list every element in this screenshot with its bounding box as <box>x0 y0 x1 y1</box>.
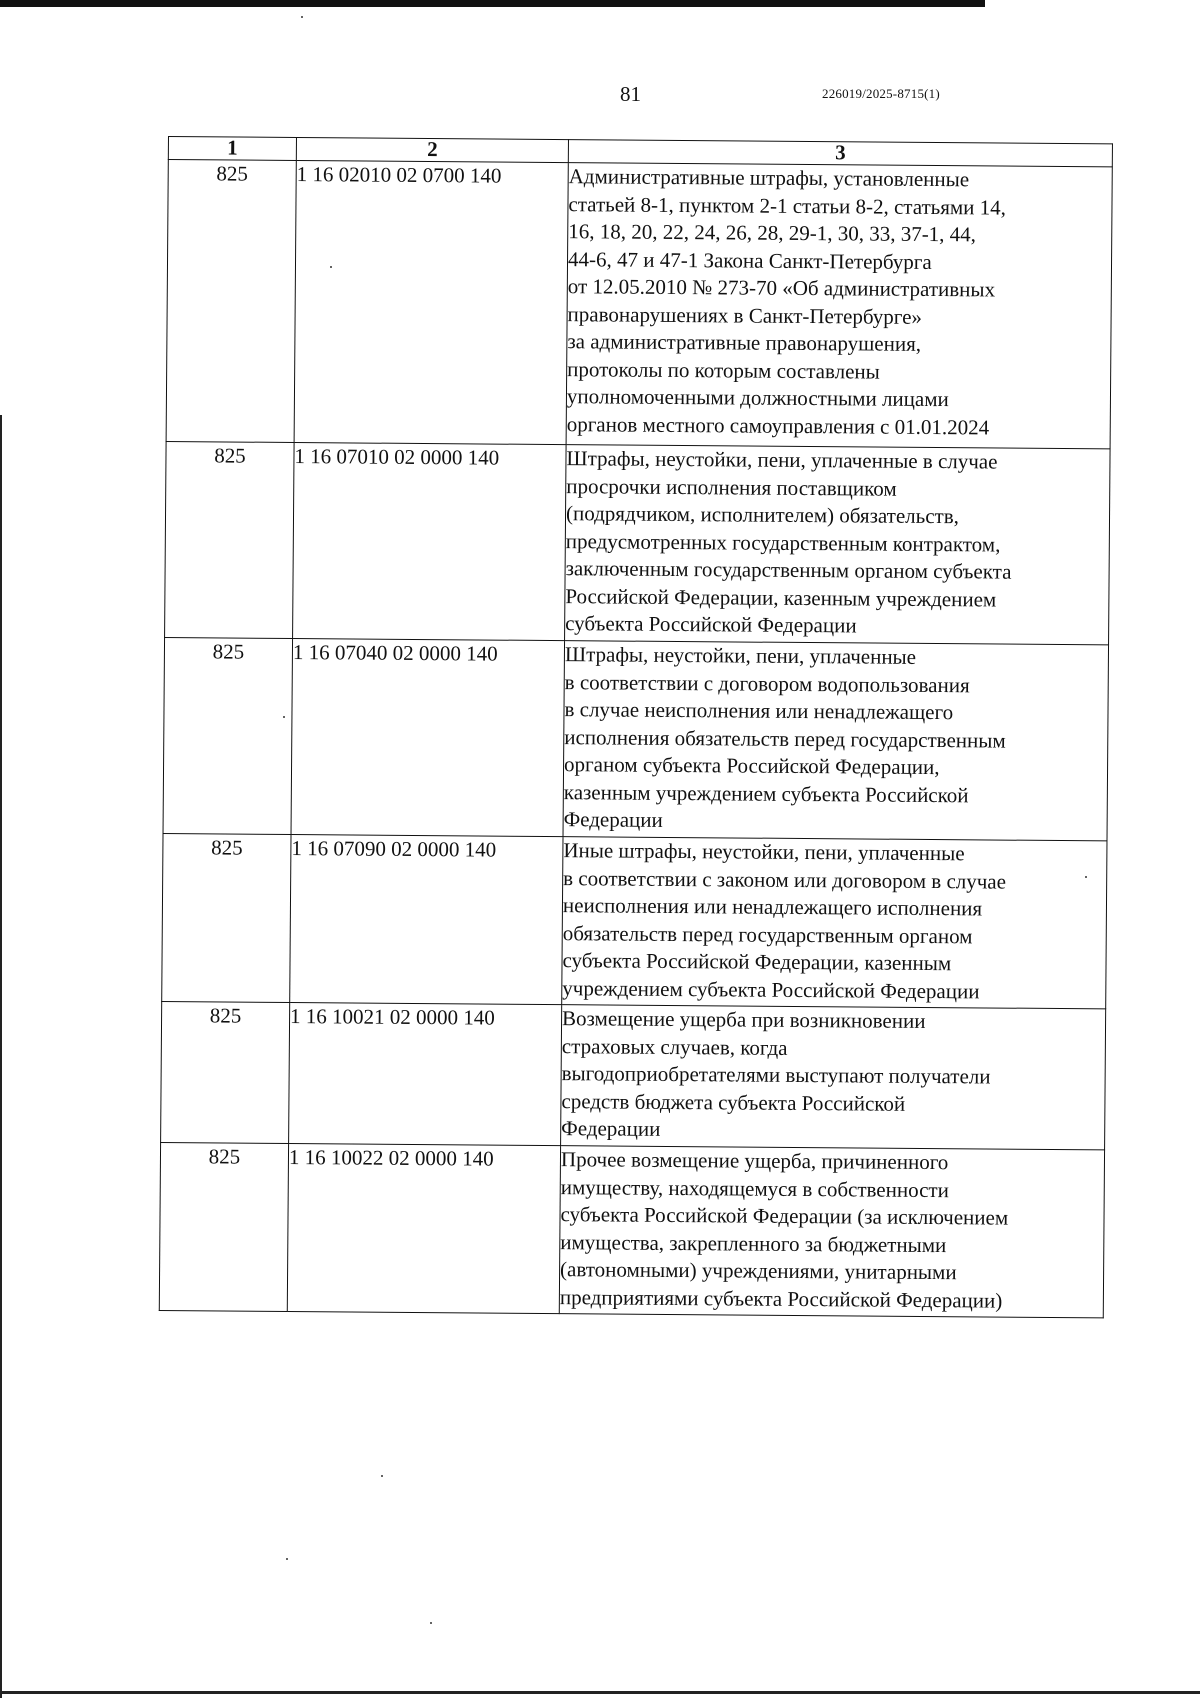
table-row <box>163 637 1109 840</box>
table-row <box>165 441 1111 644</box>
scan-speck <box>301 16 303 18</box>
kbk-code-cell: 1 16 07090 02 0000 140 <box>290 834 563 1004</box>
kbk-code-cell: 1 16 07010 02 0000 140 <box>293 442 567 640</box>
revenue-codes-table <box>159 136 1113 1318</box>
table-row <box>161 1001 1106 1149</box>
page-number: 81 <box>620 82 641 106</box>
scan-bottom-edge <box>0 1691 1200 1694</box>
description-cell: Прочее возмещение ущерба, причиненного имуществу, находящемуся в собственности субъекта Российской Федерации (за исключением имущества, закрепленного за бюджетными (автономными) учреждениями, унитарными предприятиями субъекта Российской Федерации) <box>559 1146 1104 1318</box>
description-cell: Штрафы, неустойки, пени, уплаченные в соответствии с договором водопользования в случае неисполнения или ненадлежащего исполнения обязательств перед государственным органом субъекта Российской Федерации, казенным учреждением субъекта Российской Федерации <box>563 641 1109 841</box>
table-row <box>166 160 1112 449</box>
admin-code-cell: 825 <box>161 1001 290 1143</box>
kbk-code-cell: 1 16 02010 02 0700 140 <box>294 161 568 445</box>
scan-speck <box>430 1622 432 1624</box>
scan-speck <box>286 1558 288 1560</box>
description-cell: Возмещение ущерба при возникновении страховых случаев, когда выгодоприобретателями выступают получатели средств бюджета субъекта Российской Федерации <box>561 1005 1106 1150</box>
admin-code-cell: 825 <box>166 160 296 443</box>
description-cell: Иные штрафы, неустойки, пени, уплаченные в соответствии с законом или договором в случае неисполнения или ненадлежащего исполнения обязательств перед государственным органом субъекта Российской Федерации, казенным учреждением субъекта Российской Федерации <box>562 837 1107 1009</box>
kbk-code-cell: 1 16 10022 02 0000 140 <box>287 1143 560 1313</box>
scan-speck <box>381 1475 383 1477</box>
column-header-3: 3 <box>568 140 1112 167</box>
admin-code-cell: 825 <box>162 833 291 1002</box>
scan-top-border <box>0 0 985 7</box>
table-row <box>162 833 1107 1008</box>
admin-code-cell: 825 <box>165 441 295 638</box>
scan-left-edge <box>0 415 2 1698</box>
admin-code-cell: 825 <box>163 637 293 834</box>
description-cell: Административные штрафы, установленные статьей 8-1, пунктом 2-1 статьи 8-2, статьями 14, 16, 18, 20, 22, 24, 26, 28, 29-1, 30, 33, 37-1, 44, 44-6, 47 и 47-1 Закона Санкт-Петербурга от 12.05.2010 № 273-70 «Об административных правонарушениях в Санкт-Петербурге» за административные правонарушения, протоколы по которым составлены уполномоченными должностными лицами органов местного самоуправления с 01.01.2024 <box>566 163 1112 449</box>
kbk-code-cell: 1 16 10021 02 0000 140 <box>289 1002 562 1145</box>
column-header-2: 2 <box>296 138 568 163</box>
kbk-code-cell: 1 16 07040 02 0000 140 <box>291 638 565 836</box>
description-cell: Штрафы, неустойки, пени, уплаченные в случае просрочки исполнения поставщиком (подрядчиком, исполнителем) обязательств, предусмотренных государственным контрактом, заключенным государственным органом субъекта Российской Федерации, казенным учреждением субъекта Российской Федерации <box>565 445 1111 645</box>
table-row <box>159 1142 1104 1317</box>
revenue-codes-table-wrapper <box>159 136 1112 1318</box>
document-registration-code: 226019/2025-8715(1) <box>822 86 940 101</box>
column-header-1: 1 <box>168 137 296 161</box>
admin-code-cell: 825 <box>159 1142 288 1311</box>
